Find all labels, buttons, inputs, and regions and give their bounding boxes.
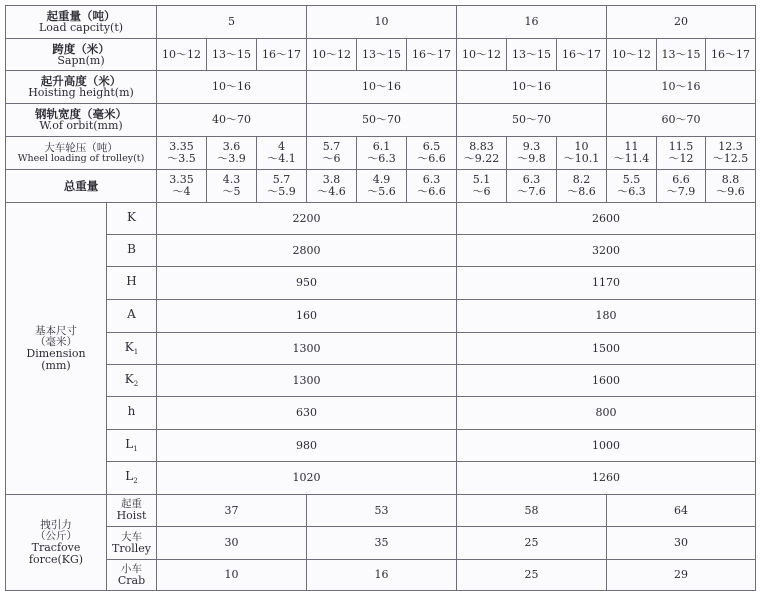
wheel-value-min: 3.6 <box>222 140 241 154</box>
weight-value-min: 5.7 <box>272 173 291 187</box>
weight-cell <box>157 170 207 203</box>
weight-value-max: ～7.6 <box>517 185 546 198</box>
dimension-value-small: 1300 <box>157 365 457 397</box>
span-cell: 10～12 <box>457 39 507 71</box>
dimension-value-small: 630 <box>157 397 457 430</box>
dimension-value-large: 1000 <box>457 430 756 462</box>
weight-value-max: ～5.6 <box>367 185 396 198</box>
weight-row <box>6 170 756 203</box>
span-cell: 13～15 <box>207 39 257 71</box>
dimension-value-large: 800 <box>457 397 756 430</box>
load-row <box>6 6 756 39</box>
weight-value-min: 8.8 <box>721 173 740 187</box>
dimension-value-small: 980 <box>157 430 457 462</box>
weight-value-min: 5.1 <box>472 173 491 187</box>
traction-cell: 29 <box>607 560 756 591</box>
dimension-row <box>6 397 756 430</box>
hoisting-cell: 10～16 <box>457 71 607 104</box>
span-label-zh: 跨度（米） <box>52 41 110 56</box>
hoisting-label-en: Hoisting height(m) <box>28 86 134 100</box>
orbit-header <box>6 104 157 137</box>
dimension-symbol: K <box>107 203 157 235</box>
dimension-value-large: 2600 <box>457 203 756 235</box>
wheel-value-max: ～3.5 <box>167 152 196 165</box>
orbit-cell: 60～70 <box>607 104 756 137</box>
dimension-value-small: 1300 <box>157 333 457 365</box>
dimension-symbol: h <box>107 397 157 430</box>
load-10: 10 <box>307 6 457 39</box>
weight-value-min: 6.3 <box>422 173 441 187</box>
wheel-value-min: 6.1 <box>372 140 391 154</box>
wheel-value-min: 3.35 <box>169 140 194 154</box>
weight-cell <box>357 170 407 203</box>
weight-value-max: ～4 <box>172 185 191 198</box>
dimension-row <box>6 203 756 235</box>
weight-value-max: ～8.6 <box>567 185 596 198</box>
span-cell: 13～15 <box>507 39 557 71</box>
orbit-label-en: W.of orbit(mm) <box>39 119 123 133</box>
weight-cell <box>657 170 706 203</box>
orbit-cell: 50～70 <box>307 104 457 137</box>
traction-cell: 16 <box>307 560 457 591</box>
traction-unit-zh: （公斤） <box>35 529 77 542</box>
orbit-row <box>6 104 756 137</box>
dimension-value-small: 2800 <box>157 235 457 267</box>
dimension-value-small: 2200 <box>157 203 457 235</box>
wheel-cell <box>307 137 357 170</box>
span-cell: 10～12 <box>157 39 207 71</box>
traction-cell: 58 <box>457 495 607 527</box>
dimension-value-small: 950 <box>157 267 457 300</box>
dimension-symbol: H <box>107 267 157 300</box>
wheel-cell <box>207 137 257 170</box>
traction-cell: 37 <box>157 495 307 527</box>
dimension-row <box>6 430 756 462</box>
hoisting-cell: 10～16 <box>307 71 457 104</box>
dimension-unit-zh: （毫米） <box>35 335 77 348</box>
hoisting-cell: 10～16 <box>607 71 756 104</box>
hoisting-header <box>6 71 157 104</box>
dimension-row <box>6 267 756 300</box>
wheel-value-min: 9.3 <box>522 140 541 154</box>
weight-value-min: 3.35 <box>169 173 194 187</box>
dimension-label-en: Dimension <box>26 346 86 360</box>
orbit-label-zh: 钢轨宽度（毫米） <box>35 107 127 122</box>
load-5: 5 <box>157 6 307 39</box>
span-label-en: Sapn(m) <box>57 53 105 67</box>
wheel-value-max: ～6.3 <box>367 152 396 165</box>
weight-value-max: ～6.3 <box>617 185 646 198</box>
wheel-value-min: 11 <box>624 140 639 154</box>
traction-header <box>6 495 107 591</box>
wheel-value-max: ～10.1 <box>563 152 600 165</box>
wheel-value-min: 8.83 <box>469 140 494 154</box>
weight-value-max: ～5.9 <box>267 185 296 198</box>
weight-value-min: 5.5 <box>622 173 641 187</box>
wheel-row <box>6 137 756 170</box>
weight-value-min: 4.9 <box>372 173 391 187</box>
weight-value-min: 4.3 <box>222 173 241 187</box>
weight-value-max: ～4.6 <box>317 185 346 198</box>
dimension-symbol: A <box>107 300 157 333</box>
dimension-symbol: B <box>107 235 157 267</box>
wheel-header <box>6 137 157 170</box>
traction-type-zh: 小车 <box>121 562 142 575</box>
dimension-value-large: 1260 <box>457 462 756 495</box>
dimension-symbol: $K_2$ <box>107 365 157 397</box>
crane-spec-table <box>5 5 756 591</box>
wheel-value-min: 12.3 <box>718 140 743 154</box>
load-20: 20 <box>607 6 756 39</box>
load-label-zh: 起重量（吨） <box>46 9 116 24</box>
traction-cell: 25 <box>457 560 607 591</box>
span-cell: 16～17 <box>557 39 607 71</box>
wheel-cell <box>607 137 657 170</box>
span-header <box>6 39 157 71</box>
traction-type-en: Crab <box>117 573 146 587</box>
wheel-value-max: ～3.9 <box>217 152 246 165</box>
wheel-cell <box>257 137 307 170</box>
wheel-value-min: 5.7 <box>322 140 341 154</box>
dimension-value-large: 180 <box>457 300 756 333</box>
weight-cell <box>706 170 756 203</box>
dimension-value-large: 1600 <box>457 365 756 397</box>
traction-row <box>6 495 756 527</box>
wheel-value-max: ～9.22 <box>463 152 500 165</box>
traction-type-en: Hoist <box>116 509 147 523</box>
weight-value-max: ～6 <box>472 185 491 198</box>
weight-value-min: 3.8 <box>322 173 341 187</box>
wheel-cell <box>457 137 507 170</box>
orbit-cell: 40～70 <box>157 104 307 137</box>
traction-unit-en: force(KG) <box>28 552 84 566</box>
weight-value-max: ～6.6 <box>417 185 446 198</box>
dimension-label-zh: 基本尺寸 <box>35 324 77 337</box>
wheel-value-max: ～12 <box>668 152 694 165</box>
weight-cell <box>257 170 307 203</box>
dimension-value-large: 1170 <box>457 267 756 300</box>
hoisting-cell: 10～16 <box>157 71 307 104</box>
wheel-cell <box>407 137 457 170</box>
traction-cell: 64 <box>607 495 756 527</box>
traction-row <box>6 527 756 560</box>
traction-type-zh: 起重 <box>121 498 142 511</box>
dimension-row <box>6 462 756 495</box>
wheel-value-max: ～12.5 <box>712 152 749 165</box>
wheel-value-max: ～6.6 <box>417 152 446 165</box>
wheel-value-min: 6.5 <box>422 140 441 154</box>
wheel-value-max: ～4.1 <box>267 152 296 165</box>
traction-cell: 30 <box>157 527 307 560</box>
span-cell: 13～15 <box>657 39 706 71</box>
traction-cell: 35 <box>307 527 457 560</box>
span-cell: 16～17 <box>257 39 307 71</box>
wheel-cell <box>507 137 557 170</box>
wheel-label-zh: 大车轮压（吨） <box>44 141 118 154</box>
dimension-row <box>6 333 756 365</box>
dimension-value-large: 3200 <box>457 235 756 267</box>
traction-label-zh: 拽引力 <box>40 518 72 531</box>
load-label-en: Load capcity(t) <box>38 21 124 35</box>
dimension-symbol: $L_1$ <box>107 430 157 462</box>
weight-value-min: 8.2 <box>572 173 591 187</box>
wheel-cell <box>157 137 207 170</box>
wheel-value-max: ～11.4 <box>613 152 650 165</box>
traction-type <box>107 527 157 560</box>
traction-type-en: Trolley <box>112 541 151 555</box>
weight-cell <box>507 170 557 203</box>
weight-cell <box>457 170 507 203</box>
weight-cell <box>557 170 607 203</box>
wheel-value-max: ～6 <box>322 152 341 165</box>
dimension-value-large: 1500 <box>457 333 756 365</box>
weight-value-min: 6.6 <box>672 173 690 187</box>
weight-value-max: ～5 <box>222 185 241 198</box>
weight-header <box>6 170 157 203</box>
hoisting-row <box>6 71 756 104</box>
span-cell: 16～17 <box>407 39 457 71</box>
span-cell: 13～15 <box>357 39 407 71</box>
wheel-value-min: 10 <box>574 140 589 154</box>
span-cell: 16～17 <box>706 39 756 71</box>
weight-cell <box>307 170 357 203</box>
wheel-label-en: Wheel loading of trolley(t) <box>17 152 145 164</box>
wheel-cell <box>357 137 407 170</box>
dimension-value-small: 1020 <box>157 462 457 495</box>
weight-label-zh: 总重量 <box>63 178 99 193</box>
weight-value-max: ～9.6 <box>716 185 745 198</box>
dimension-symbol: $K_1$ <box>107 333 157 365</box>
weight-cell <box>207 170 257 203</box>
weight-value-max: ～7.9 <box>666 185 696 198</box>
orbit-cell: 50～70 <box>457 104 607 137</box>
traction-cell: 25 <box>457 527 607 560</box>
traction-cell: 30 <box>607 527 756 560</box>
traction-row <box>6 560 756 591</box>
dimension-unit-en: (mm) <box>41 358 71 372</box>
wheel-cell <box>657 137 706 170</box>
dimension-symbol: $L_2$ <box>107 462 157 495</box>
wheel-value-max: ～9.8 <box>517 152 546 165</box>
wheel-value-min: 4 <box>278 140 286 154</box>
dimension-row <box>6 300 756 333</box>
dimension-row <box>6 235 756 267</box>
load-16: 16 <box>457 6 607 39</box>
traction-cell: 53 <box>307 495 457 527</box>
dimension-row <box>6 365 756 397</box>
load-header <box>6 6 157 39</box>
wheel-value-min: 11.5 <box>668 140 694 154</box>
span-cell: 10～12 <box>607 39 657 71</box>
span-row <box>6 39 756 71</box>
traction-label-en: Tracfove <box>31 540 81 554</box>
dimension-header <box>6 203 107 495</box>
weight-cell <box>407 170 457 203</box>
traction-type <box>107 495 157 527</box>
traction-type-zh: 大车 <box>121 530 142 543</box>
traction-cell: 10 <box>157 560 307 591</box>
weight-value-min: 6.3 <box>522 173 541 187</box>
wheel-cell <box>557 137 607 170</box>
wheel-cell <box>706 137 756 170</box>
traction-type <box>107 560 157 591</box>
dimension-value-small: 160 <box>157 300 457 333</box>
span-cell: 10～12 <box>307 39 357 71</box>
hoisting-label-zh: 起升高度（米） <box>40 74 122 89</box>
weight-cell <box>607 170 657 203</box>
